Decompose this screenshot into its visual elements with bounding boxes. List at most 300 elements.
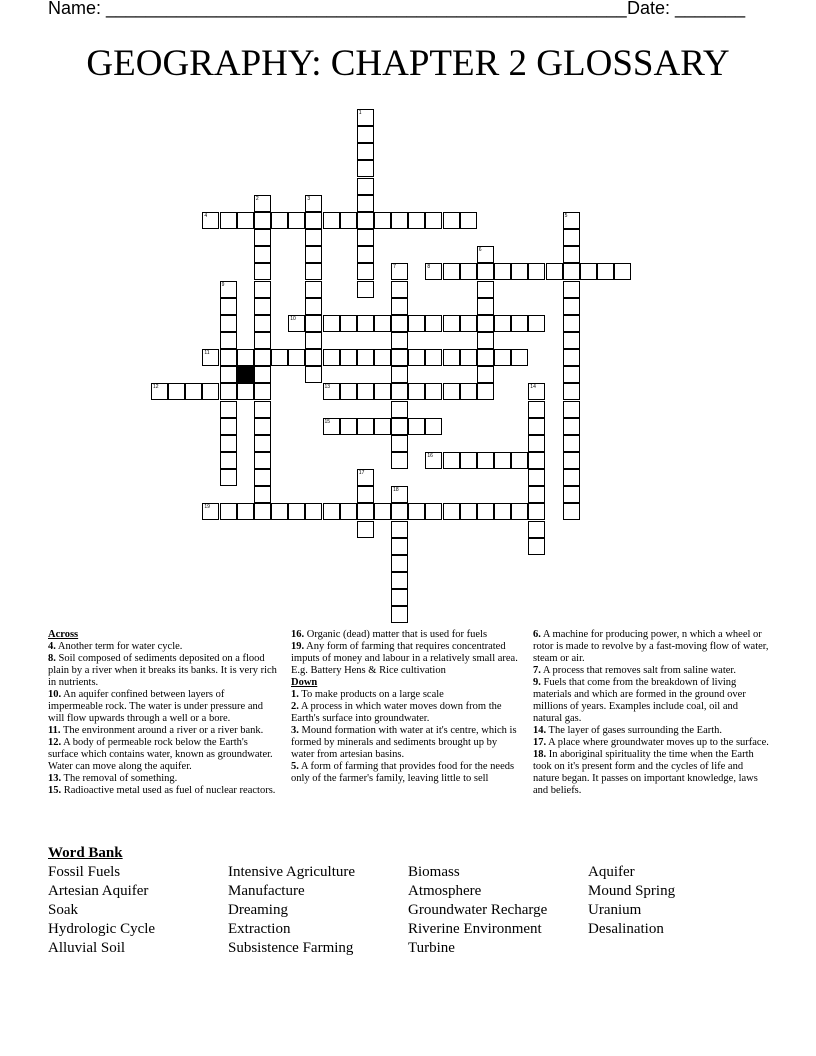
clue-number: 10. bbox=[48, 689, 62, 700]
crossword-cell[interactable] bbox=[391, 383, 408, 400]
clue-item bbox=[533, 725, 769, 737]
crossword-cell[interactable] bbox=[323, 503, 340, 520]
clue-number: 8. bbox=[48, 653, 56, 664]
clue-item bbox=[533, 737, 769, 749]
crossword-cell[interactable] bbox=[254, 401, 271, 418]
clue-text: Any form of farming that requires concentrated imputs of money and labour in a relatively small area. E.g. Battery Hens & Rice cultivation bbox=[291, 641, 518, 676]
crossword-cell[interactable] bbox=[305, 332, 322, 349]
word-bank-item: Uranium bbox=[588, 902, 642, 918]
crossword-cell[interactable] bbox=[374, 503, 391, 520]
crossword-cell[interactable] bbox=[425, 315, 442, 332]
word-bank-item: Hydrologic Cycle bbox=[48, 921, 156, 937]
clues-column-2 bbox=[291, 629, 523, 785]
crossword-cell[interactable] bbox=[202, 349, 219, 366]
crossword-cell[interactable] bbox=[391, 521, 408, 538]
crossword-cell[interactable] bbox=[340, 315, 357, 332]
cell-number: 1 bbox=[358, 110, 362, 116]
clue-number: 11. bbox=[48, 725, 61, 736]
word-bank-item: Artesian Aquifer bbox=[48, 883, 149, 899]
crossword-cell[interactable] bbox=[220, 349, 237, 366]
crossword-cell[interactable] bbox=[391, 589, 408, 606]
crossword-cell[interactable] bbox=[254, 452, 271, 469]
crossword-cell[interactable] bbox=[305, 246, 322, 263]
crossword-cell[interactable] bbox=[220, 281, 237, 298]
crossword-cell[interactable] bbox=[391, 349, 408, 366]
crossword-cell[interactable] bbox=[220, 401, 237, 418]
crossword-cell[interactable] bbox=[460, 212, 477, 229]
crossword-cell[interactable] bbox=[340, 503, 357, 520]
crossword-cell[interactable] bbox=[254, 315, 271, 332]
clue-item bbox=[48, 737, 280, 773]
crossword-cell[interactable] bbox=[271, 212, 288, 229]
crossword-cell[interactable] bbox=[254, 418, 271, 435]
crossword-cell[interactable] bbox=[305, 263, 322, 280]
crossword-cell[interactable] bbox=[477, 281, 494, 298]
crossword-black-cell bbox=[237, 366, 254, 383]
crossword-cell[interactable] bbox=[443, 503, 460, 520]
crossword-cell[interactable] bbox=[305, 503, 322, 520]
cell-number: 14 bbox=[530, 384, 536, 391]
crossword-cell[interactable] bbox=[391, 315, 408, 332]
word-bank-item: Subsistence Farming bbox=[228, 940, 354, 956]
crossword-cell[interactable] bbox=[305, 212, 322, 229]
crossword-cell[interactable] bbox=[460, 452, 477, 469]
crossword-cell[interactable] bbox=[357, 469, 374, 486]
crossword-cell[interactable] bbox=[477, 383, 494, 400]
crossword-cell[interactable] bbox=[168, 383, 185, 400]
crossword-cell[interactable] bbox=[254, 229, 271, 246]
cell-number: 6 bbox=[478, 247, 482, 254]
clue-text: Radioactive metal used as fuel of nuclear reactors. bbox=[61, 785, 276, 796]
crossword-cell[interactable] bbox=[563, 366, 580, 383]
cell-number: 3 bbox=[307, 195, 311, 202]
crossword-cell[interactable] bbox=[374, 212, 391, 229]
crossword-cell[interactable] bbox=[597, 263, 614, 280]
crossword-cell[interactable] bbox=[425, 349, 442, 366]
crossword-cell[interactable] bbox=[443, 452, 460, 469]
clue-text: Another term for water cycle. bbox=[55, 641, 183, 652]
cell-number: 13 bbox=[324, 384, 331, 391]
cell-number: 4 bbox=[204, 212, 208, 219]
crossword-cell[interactable] bbox=[202, 503, 219, 520]
crossword-cell[interactable] bbox=[288, 212, 305, 229]
crossword-cell[interactable] bbox=[391, 366, 408, 383]
crossword-cell[interactable] bbox=[254, 435, 271, 452]
crossword-cell[interactable] bbox=[323, 315, 340, 332]
crossword-cell[interactable] bbox=[391, 298, 408, 315]
crossword-cell[interactable] bbox=[374, 383, 391, 400]
crossword-cell[interactable] bbox=[220, 366, 237, 383]
crossword-cell[interactable] bbox=[408, 212, 425, 229]
clue-item bbox=[48, 641, 280, 653]
word-bank-item: Extraction bbox=[228, 921, 291, 937]
crossword-cell[interactable] bbox=[477, 366, 494, 383]
crossword-cell[interactable] bbox=[305, 195, 322, 212]
crossword-cell[interactable] bbox=[305, 315, 322, 332]
crossword-cell[interactable] bbox=[494, 503, 511, 520]
crossword-cell[interactable] bbox=[494, 452, 511, 469]
word-bank-item: Turbine bbox=[408, 940, 455, 956]
clue-item bbox=[533, 677, 769, 725]
clue-number: 9. bbox=[533, 677, 541, 688]
clue-text: Fuels that come from the breakdown of living materials and which are formed in the ground over millions of years. Examples include coal, oil and natural gas. bbox=[533, 677, 746, 724]
cell-number: 18 bbox=[393, 487, 399, 494]
clue-number: 13. bbox=[48, 773, 62, 784]
crossword-cell[interactable] bbox=[563, 246, 580, 263]
crossword-cell[interactable] bbox=[391, 418, 408, 435]
crossword-cell[interactable] bbox=[220, 298, 237, 315]
crossword-cell[interactable] bbox=[237, 349, 254, 366]
crossword-cell[interactable] bbox=[477, 452, 494, 469]
clue-item bbox=[533, 749, 769, 797]
page-title: GEOGRAPHY: CHAPTER 2 GLOSSARY bbox=[86, 43, 730, 84]
clue-number: 17. bbox=[533, 737, 547, 748]
crossword-cell[interactable] bbox=[305, 349, 322, 366]
crossword-cell[interactable] bbox=[254, 212, 271, 229]
crossword-cell[interactable] bbox=[357, 521, 374, 538]
crossword-cell[interactable] bbox=[408, 503, 425, 520]
clue-text: To make products on a large scale bbox=[298, 689, 444, 700]
word-bank-item: Fossil Fuels bbox=[48, 864, 121, 880]
clue-text: The environment around a river or a river bank. bbox=[60, 725, 264, 736]
crossword-cell[interactable] bbox=[357, 195, 374, 212]
clue-number: 4. bbox=[48, 641, 56, 652]
crossword-cell[interactable] bbox=[563, 486, 580, 503]
clue-item bbox=[48, 653, 280, 689]
crossword-cell[interactable] bbox=[340, 383, 357, 400]
word-bank-item: Soak bbox=[48, 902, 78, 918]
crossword-cell[interactable] bbox=[477, 349, 494, 366]
crossword-cell[interactable] bbox=[563, 435, 580, 452]
crossword-cell[interactable] bbox=[443, 383, 460, 400]
crossword-cell[interactable] bbox=[237, 503, 254, 520]
word-bank-title: Word Bank bbox=[48, 845, 123, 861]
crossword-cell[interactable] bbox=[425, 503, 442, 520]
crossword-cell[interactable] bbox=[357, 212, 374, 229]
crossword-cell[interactable] bbox=[202, 212, 219, 229]
crossword-cell[interactable] bbox=[443, 212, 460, 229]
crossword-cell[interactable] bbox=[288, 315, 305, 332]
cell-number: 9 bbox=[221, 281, 225, 288]
clue-item bbox=[291, 725, 523, 761]
clue-number: 5. bbox=[291, 761, 299, 772]
clue-item bbox=[291, 701, 523, 725]
crossword-cell[interactable] bbox=[254, 469, 271, 486]
crossword-cell[interactable] bbox=[477, 246, 494, 263]
crossword-cell[interactable] bbox=[580, 263, 597, 280]
crossword-cell[interactable] bbox=[408, 383, 425, 400]
crossword-cell[interactable] bbox=[477, 263, 494, 280]
crossword-cell[interactable] bbox=[305, 298, 322, 315]
clue-item bbox=[291, 761, 523, 785]
crossword-cell[interactable] bbox=[425, 212, 442, 229]
crossword-cell[interactable] bbox=[425, 418, 442, 435]
crossword-cell[interactable] bbox=[220, 315, 237, 332]
clue-number: 14. bbox=[533, 725, 547, 736]
clue-text: Mound formation with water at it's centre, which is formed by minerals and sediments brought up by water from artesian basins. bbox=[291, 725, 517, 760]
crossword-cell[interactable] bbox=[563, 418, 580, 435]
crossword-cell[interactable] bbox=[323, 383, 340, 400]
crossword-cell[interactable] bbox=[443, 263, 460, 280]
crossword-cell[interactable] bbox=[511, 452, 528, 469]
cell-number: 12 bbox=[153, 384, 159, 391]
crossword-cell[interactable] bbox=[357, 109, 374, 126]
crossword-cell[interactable] bbox=[528, 315, 545, 332]
cell-number: 15 bbox=[324, 418, 331, 425]
crossword-cell[interactable] bbox=[374, 418, 391, 435]
crossword-cell[interactable] bbox=[408, 349, 425, 366]
crossword-cell[interactable] bbox=[494, 349, 511, 366]
clue-text: A form of farming that provides food for the needs only of the farmer's family, leaving little to sell bbox=[291, 761, 515, 784]
crossword-cell[interactable] bbox=[563, 452, 580, 469]
crossword-cell[interactable] bbox=[220, 418, 237, 435]
clue-item bbox=[291, 629, 523, 641]
crossword-cell[interactable] bbox=[340, 418, 357, 435]
clue-item bbox=[533, 665, 769, 677]
crossword-cell[interactable] bbox=[563, 229, 580, 246]
crossword-cell[interactable] bbox=[460, 349, 477, 366]
crossword-cell[interactable] bbox=[254, 263, 271, 280]
clue-text: The layer of gases surrounding the Earth. bbox=[546, 725, 723, 736]
cell-number: 8 bbox=[427, 264, 431, 271]
clue-number: 19. bbox=[291, 641, 305, 652]
crossword-cell[interactable] bbox=[323, 418, 340, 435]
name-field-label: Name: ____________________________________________________ bbox=[48, 0, 627, 18]
crossword-cell[interactable] bbox=[220, 383, 237, 400]
crossword-cell[interactable] bbox=[528, 521, 545, 538]
word-bank-item: Alluvial Soil bbox=[48, 940, 126, 956]
crossword-cell[interactable] bbox=[425, 383, 442, 400]
clues-column-3 bbox=[533, 629, 769, 797]
crossword-cell[interactable] bbox=[288, 349, 305, 366]
crossword-cell[interactable] bbox=[477, 503, 494, 520]
crossword-cell[interactable] bbox=[391, 503, 408, 520]
crossword-cell[interactable] bbox=[391, 212, 408, 229]
crossword-cell[interactable] bbox=[254, 195, 271, 212]
clue-item bbox=[48, 773, 280, 785]
clue-item bbox=[48, 725, 280, 737]
clue-item bbox=[533, 629, 769, 665]
crossword-cell[interactable] bbox=[220, 452, 237, 469]
crossword-cell[interactable] bbox=[391, 572, 408, 589]
crossword-cell[interactable] bbox=[254, 503, 271, 520]
crossword-cell[interactable] bbox=[511, 315, 528, 332]
word-bank-item: Riverine Environment bbox=[408, 921, 542, 937]
clue-number: 16. bbox=[291, 629, 305, 640]
word-bank-item: Dreaming bbox=[228, 902, 288, 918]
crossword-cell[interactable] bbox=[202, 383, 219, 400]
crossword-cell[interactable] bbox=[460, 315, 477, 332]
word-bank-item: Manufacture bbox=[228, 883, 305, 899]
crossword-cell[interactable] bbox=[528, 469, 545, 486]
crossword-cell[interactable] bbox=[151, 383, 168, 400]
crossword-cell[interactable] bbox=[528, 263, 545, 280]
crossword-cell[interactable] bbox=[460, 263, 477, 280]
crossword-cell[interactable] bbox=[220, 469, 237, 486]
crossword-cell[interactable] bbox=[305, 281, 322, 298]
crossword-cell[interactable] bbox=[477, 315, 494, 332]
crossword-cell[interactable] bbox=[374, 349, 391, 366]
crossword-cell[interactable] bbox=[323, 212, 340, 229]
crossword-cell[interactable] bbox=[254, 486, 271, 503]
crossword-cell[interactable] bbox=[374, 315, 391, 332]
crossword-cell[interactable] bbox=[288, 503, 305, 520]
crossword-cell[interactable] bbox=[357, 315, 374, 332]
clue-number: 18. bbox=[533, 749, 547, 760]
clue-item bbox=[291, 689, 523, 701]
crossword-cell[interactable] bbox=[528, 538, 545, 555]
crossword-cell[interactable] bbox=[391, 538, 408, 555]
clue-number: 6. bbox=[533, 629, 541, 640]
word-bank-item: Atmosphere bbox=[408, 883, 482, 899]
crossword-cell[interactable] bbox=[563, 349, 580, 366]
crossword-cell[interactable] bbox=[391, 281, 408, 298]
crossword-cell[interactable] bbox=[563, 401, 580, 418]
clue-number: 2. bbox=[291, 701, 299, 712]
crossword-cell[interactable] bbox=[563, 315, 580, 332]
crossword-cell[interactable] bbox=[254, 246, 271, 263]
clue-text: A body of permeable rock below the Earth's surface which contains water, known as groundwater. Water can move along the aquifer. bbox=[48, 737, 273, 772]
crossword-cell[interactable] bbox=[357, 281, 374, 298]
crossword-cell[interactable] bbox=[391, 332, 408, 349]
crossword-cell[interactable] bbox=[528, 486, 545, 503]
crossword-cell[interactable] bbox=[220, 435, 237, 452]
crossword-cell[interactable] bbox=[220, 332, 237, 349]
crossword-cell[interactable] bbox=[391, 263, 408, 280]
crossword-cell[interactable] bbox=[254, 366, 271, 383]
crossword-cell[interactable] bbox=[477, 298, 494, 315]
clue-text: A process in which water moves down from the Earth's surface into groundwater. bbox=[291, 701, 502, 724]
down-heading: Down bbox=[291, 677, 318, 688]
crossword-cell[interactable] bbox=[357, 246, 374, 263]
crossword-cell[interactable] bbox=[391, 486, 408, 503]
crossword-cell[interactable] bbox=[563, 332, 580, 349]
crossword-cell[interactable] bbox=[237, 212, 254, 229]
crossword-cell[interactable] bbox=[528, 401, 545, 418]
crossword-cell[interactable] bbox=[425, 263, 442, 280]
crossword-cell[interactable] bbox=[340, 349, 357, 366]
crossword-cell[interactable] bbox=[528, 503, 545, 520]
crossword-cell[interactable] bbox=[528, 418, 545, 435]
crossword-cell[interactable] bbox=[254, 332, 271, 349]
crossword-cell[interactable] bbox=[408, 418, 425, 435]
crossword-cell[interactable] bbox=[563, 298, 580, 315]
crossword-cell[interactable] bbox=[563, 212, 580, 229]
clue-number: 12. bbox=[48, 737, 62, 748]
word-bank-item: Aquifer bbox=[588, 864, 635, 880]
crossword-cell[interactable] bbox=[357, 418, 374, 435]
crossword-cell[interactable] bbox=[254, 349, 271, 366]
clue-number: 1. bbox=[291, 689, 299, 700]
crossword-cell[interactable] bbox=[323, 349, 340, 366]
crossword-cell[interactable] bbox=[357, 126, 374, 143]
clue-text: In aboriginal spirituality the time when the Earth took on it's present form and the cycles of life and nature began. It passes on important knowledge, laws and beliefs. bbox=[533, 749, 758, 796]
crossword-cell[interactable] bbox=[357, 143, 374, 160]
word-bank-item: Mound Spring bbox=[588, 883, 676, 899]
cell-number: 5 bbox=[564, 212, 568, 219]
crossword-cell[interactable] bbox=[305, 366, 322, 383]
cell-number: 10 bbox=[290, 315, 296, 322]
crossword-cell[interactable] bbox=[391, 401, 408, 418]
crossword-cell[interactable] bbox=[271, 349, 288, 366]
cell-number: 16 bbox=[427, 453, 433, 459]
crossword-cell[interactable] bbox=[357, 486, 374, 503]
crossword-cell[interactable] bbox=[563, 503, 580, 520]
crossword-cell[interactable] bbox=[220, 212, 237, 229]
crossword-cell[interactable] bbox=[391, 452, 408, 469]
crossword-cell[interactable] bbox=[305, 229, 322, 246]
cell-number: 7 bbox=[393, 264, 396, 271]
crossword-cell[interactable] bbox=[614, 263, 631, 280]
crossword-cell[interactable] bbox=[511, 503, 528, 520]
word-bank-item: Biomass bbox=[408, 864, 460, 880]
clue-text: A machine for producing power, n which a wheel or rotor is made to revolve by a fast-moving flow of water, steam or air. bbox=[533, 629, 769, 664]
crossword-cell[interactable] bbox=[477, 332, 494, 349]
crossword-cell[interactable] bbox=[546, 263, 563, 280]
crossword-cell[interactable] bbox=[563, 263, 580, 280]
crossword-cell[interactable] bbox=[357, 160, 374, 177]
crossword-cell[interactable] bbox=[443, 315, 460, 332]
crossword-cell[interactable] bbox=[563, 469, 580, 486]
crossword-cell[interactable] bbox=[494, 263, 511, 280]
clue-item bbox=[291, 641, 523, 677]
date-field-label: Date: _______ bbox=[627, 0, 746, 18]
crossword-cell[interactable] bbox=[391, 435, 408, 452]
crossword-cell[interactable] bbox=[357, 229, 374, 246]
crossword-cell[interactable] bbox=[357, 178, 374, 195]
crossword-cell[interactable] bbox=[357, 349, 374, 366]
clue-text: Soil composed of sediments deposited on a flood plain by a river when it breaks its banks. It is very rich in nutrients. bbox=[48, 653, 277, 688]
crossword-cell[interactable] bbox=[357, 383, 374, 400]
crossword-cell[interactable] bbox=[408, 315, 425, 332]
crossword-cell[interactable] bbox=[528, 383, 545, 400]
crossword-cell[interactable] bbox=[563, 281, 580, 298]
clue-item bbox=[48, 689, 280, 725]
crossword-cell[interactable] bbox=[357, 503, 374, 520]
cell-number: 11 bbox=[204, 350, 210, 357]
clue-item bbox=[48, 785, 280, 797]
clue-text: An aquifer confined between layers of impermeable rock. The water is under pressure and will flow upwards through a well or a bore. bbox=[48, 689, 263, 724]
crossword-cell[interactable] bbox=[391, 555, 408, 572]
cell-number: 2 bbox=[255, 195, 259, 202]
crossword-cell[interactable] bbox=[254, 383, 271, 400]
crossword-cell[interactable] bbox=[185, 383, 202, 400]
crossword-cell[interactable] bbox=[460, 503, 477, 520]
clues-column-1 bbox=[48, 629, 280, 797]
crossword-cell[interactable] bbox=[511, 349, 528, 366]
word-bank-item: Desalination bbox=[588, 921, 664, 937]
crossword-cell[interactable] bbox=[425, 452, 442, 469]
clue-text: Organic (dead) matter that is used for fuels bbox=[304, 629, 488, 640]
crossword-cell[interactable] bbox=[511, 263, 528, 280]
crossword-cell[interactable] bbox=[237, 383, 254, 400]
crossword-cell[interactable] bbox=[528, 435, 545, 452]
crossword-cell[interactable] bbox=[340, 212, 357, 229]
word-bank-item: Intensive Agriculture bbox=[228, 864, 356, 880]
crossword-cell[interactable] bbox=[443, 349, 460, 366]
crossword-cell[interactable] bbox=[254, 281, 271, 298]
crossword-cell[interactable] bbox=[563, 383, 580, 400]
crossword-cell[interactable] bbox=[271, 503, 288, 520]
crossword-cell[interactable] bbox=[460, 383, 477, 400]
crossword-cell[interactable] bbox=[357, 263, 374, 280]
crossword-cell[interactable] bbox=[528, 452, 545, 469]
crossword-cell[interactable] bbox=[220, 503, 237, 520]
crossword-cell[interactable] bbox=[494, 315, 511, 332]
crossword-cell[interactable] bbox=[391, 606, 408, 623]
cell-number: 17 bbox=[358, 470, 365, 477]
crossword-cell[interactable] bbox=[254, 298, 271, 315]
